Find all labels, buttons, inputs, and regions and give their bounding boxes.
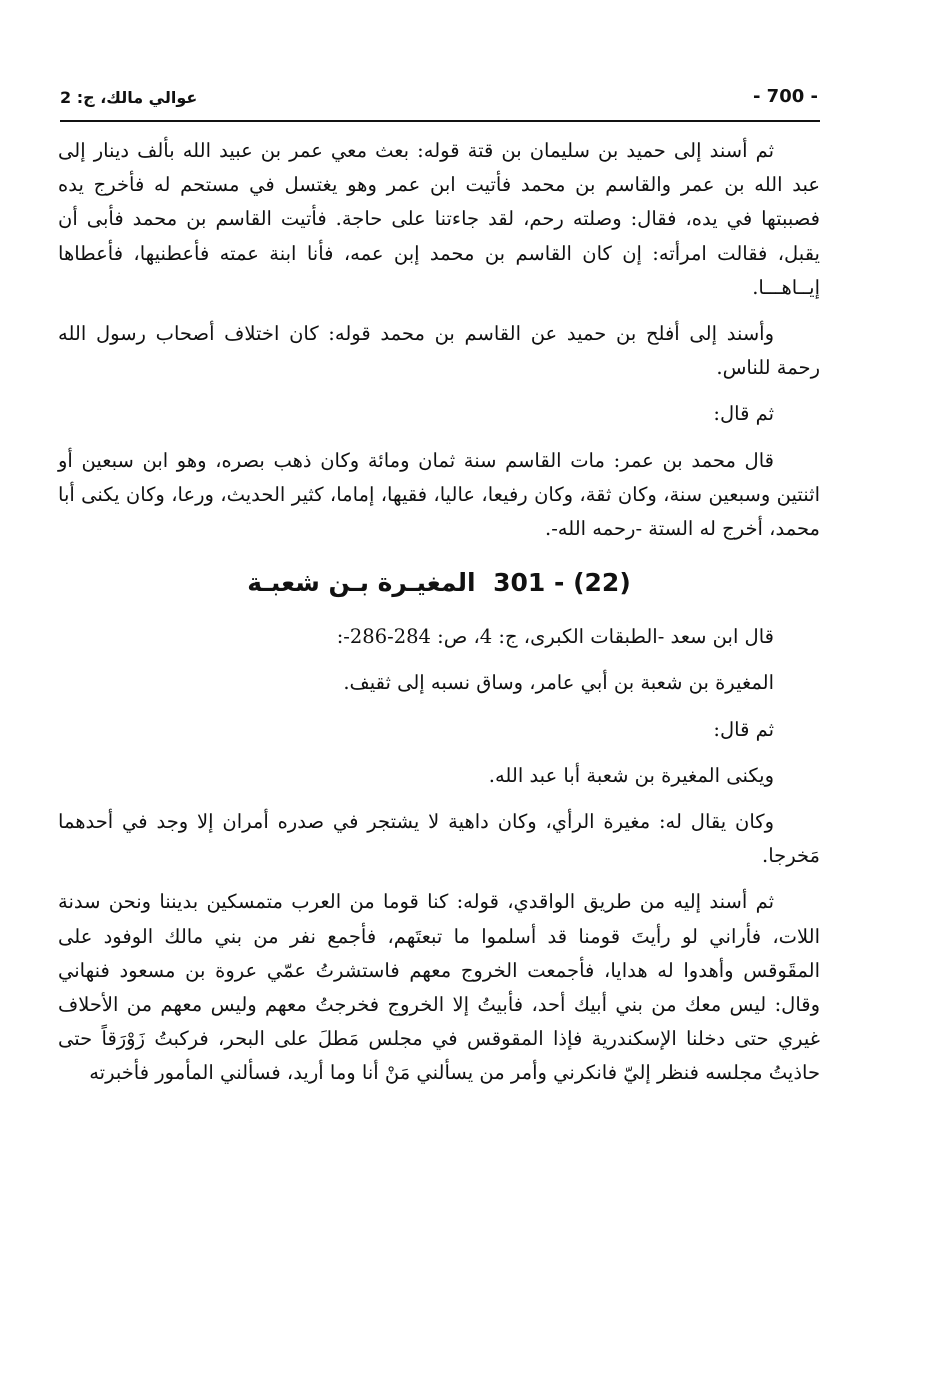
page-number: - 700 - [752, 86, 818, 107]
paragraph: ويكنى المغيرة بن شعبة أبا عبد الله. [488, 763, 774, 787]
paragraph: المغيرة بن شعبة بن أبي عامر، وساق نسبه إلى ثقيف. [343, 671, 774, 695]
paragraph: ثم قال: [713, 717, 774, 741]
paragraph: ثم قال: [713, 402, 774, 426]
paragraph: ثم أسند إلى حميد بن سليمان بن قتة قوله: بعث معي عمر بن عبيد الله بألف دينار إلى عبد الله بن عمر والقاسم بن محمد فأتيت ابن عمر وهو يغتسل في مستحم له فأخرج يده فصببتها في يده، فقال: وصلته رحم، لقد جاءتنا على حاجة. فأتيت القاسم بن محمد فأبى أن يقبل، فقالت امرأته: إن كان القاسم بن محمد إبن عمه، فأنا ابنة عمته فأعطنيها، فأعطاها إيــاهـــا. [58, 139, 820, 299]
paragraph: ثم أسند إليه من طريق الواقدي، قوله: كنا قوما من العرب متمسكين بديننا ونحن سدنة اللات، فأراني لو رأيتَ قومنا قد أسلموا ما تبعتَهم، فأجمع نفر من بني مالك الوفود على المقَوقس وأهدوا له هدايا، فأجمعت الخروج معهم فاستشرتُ عمّي عروة بن مسعود فنهاني وقال: ليس معك من بني أبيك أحد، فأبيتُ إلا الخروج فخرجتُ معهم وليس معهم من الأحلاف غيري حتى دخلنا الإسكندرية فإذا المقوقس في مجلس مَطلَ على البحر، فركبتُ زَوْرَقاً حتى حاذيتُ مجلسه فنظر إليّ فانكرني وأمر من يسألني مَنْ أنا وما أريد، فسألني المأمور فأخبرته [58, 890, 820, 1085]
paragraph: وكان يقال له: مغيرة الرأي، وكان داهية لا يشتجر في صدره أمران إلا وجد في أحدهما مَخرجا. [58, 810, 820, 868]
paragraph: قال محمد بن عمر: مات القاسم سنة ثمان ومائة وكان ذهب بصره، وهو ابن سبعين أو اثنتين وسبعين سنة، وكان ثقة، وكان رفيعا، عاليا، فقيها، إماما، كثير الحديث، ورعا، وكان يكنى أبا محمد، أخرج له الستة -رحمه الله-. [58, 448, 820, 541]
section-heading [58, 558, 820, 608]
paragraph: قال ابن سعد -الطبقات الكبرى، ج: 4، ص: 284-286-: [336, 625, 774, 649]
paragraph: وأسند إلى أفلح بن حميد عن القاسم بن محمد قوله: كان اختلاف أصحاب رسول الله رحمة للناس. [58, 322, 820, 380]
header-divider [60, 120, 820, 122]
running-title: عوالي مالك، ج: 2 [60, 88, 198, 107]
page-header [60, 80, 818, 118]
page-body [58, 134, 820, 1103]
entry-name: المغيـرة بـن شعبـة [247, 568, 476, 598]
entry-number: 301 - (22) [493, 568, 631, 598]
